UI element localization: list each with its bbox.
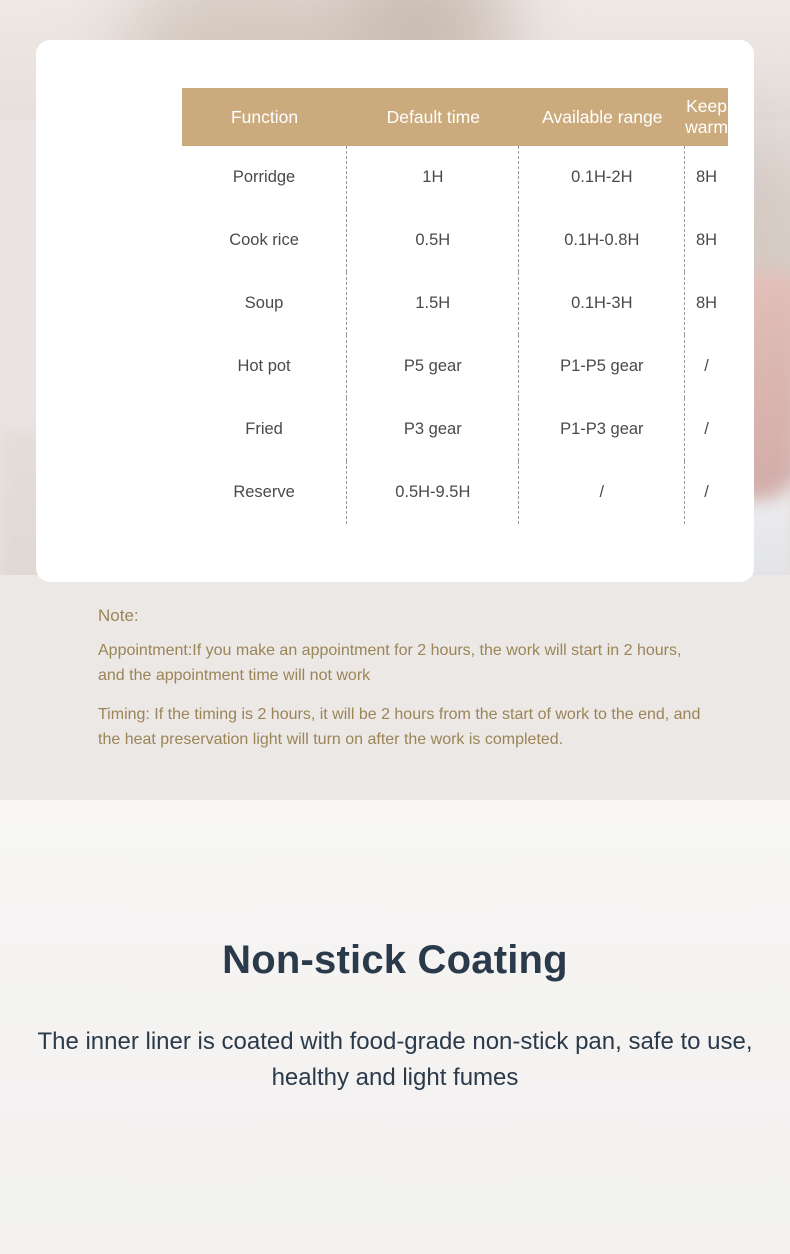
cell-available-range: 0.1H-2H bbox=[519, 146, 685, 209]
cell-available-range: P1-P5 gear bbox=[519, 335, 685, 398]
table-row bbox=[36, 146, 754, 209]
table-spacer bbox=[728, 209, 754, 272]
cell-function: Fried bbox=[182, 398, 347, 461]
non-stick-coating-section bbox=[0, 800, 790, 1254]
cell-default-time: P5 gear bbox=[347, 335, 519, 398]
section-headline: Non-stick Coating bbox=[222, 938, 568, 982]
note-paragraph-appointment: Appointment:If you make an appointment for 2 hours, the work will start in 2 hours, and the appointment time will not work bbox=[98, 642, 682, 684]
cell-function: Cook rice bbox=[182, 209, 347, 272]
cell-keep-warm: 8H bbox=[695, 168, 718, 186]
table-spacer bbox=[36, 209, 182, 272]
table-row bbox=[36, 398, 754, 461]
column-header-function: Function bbox=[182, 88, 347, 146]
note-title: Note: bbox=[98, 606, 139, 625]
column-header-default-time: Default time bbox=[347, 88, 519, 146]
table-spacer bbox=[36, 461, 182, 524]
cell-available-range: P1-P3 gear bbox=[519, 398, 685, 461]
table-body bbox=[36, 146, 754, 524]
spec-table-card bbox=[36, 40, 754, 582]
table-spacer bbox=[728, 146, 754, 209]
table-row bbox=[36, 209, 754, 272]
cell-default-time: 1H bbox=[347, 146, 519, 209]
table-header bbox=[36, 88, 754, 146]
section-subheadline: The inner liner is coated with food-grade non-stick pan, safe to use, healthy and light fumes bbox=[37, 1028, 753, 1091]
cell-default-time: P3 gear bbox=[347, 398, 519, 461]
cell-default-time: 1.5H bbox=[347, 272, 519, 335]
cell-function: Porridge bbox=[182, 146, 347, 209]
note-paragraph-timing: Timing: If the timing is 2 hours, it will be 2 hours from the start of work to the end, and the heat preservation light will turn on after the work is completed. bbox=[98, 706, 701, 748]
table-spacer bbox=[728, 88, 754, 146]
cell-function: Soup bbox=[182, 272, 347, 335]
spec-table bbox=[36, 88, 754, 524]
cell-available-range: 0.1H-0.8H bbox=[519, 209, 685, 272]
cell-available-range: / bbox=[519, 461, 685, 524]
cell-default-time: 0.5H bbox=[347, 209, 519, 272]
column-header-keep-warm: Keep warm bbox=[685, 88, 728, 146]
cell-default-time: 0.5H-9.5H bbox=[347, 461, 519, 524]
table-spacer bbox=[36, 146, 182, 209]
cell-keep-warm: / bbox=[704, 357, 709, 375]
cell-function: Reserve bbox=[182, 461, 347, 524]
table-spacer bbox=[728, 461, 754, 524]
note-block bbox=[98, 606, 718, 766]
table-spacer bbox=[728, 272, 754, 335]
table-spacer bbox=[728, 398, 754, 461]
table-spacer bbox=[36, 398, 182, 461]
table-row bbox=[36, 272, 754, 335]
cell-keep-warm: 8H bbox=[695, 231, 718, 249]
cell-keep-warm: 8H bbox=[695, 294, 718, 312]
table-spacer bbox=[36, 335, 182, 398]
table-row bbox=[36, 461, 754, 524]
table-spacer bbox=[36, 88, 182, 146]
table-spacer bbox=[36, 272, 182, 335]
cell-keep-warm: / bbox=[704, 483, 709, 501]
cell-available-range: 0.1H-3H bbox=[519, 272, 685, 335]
cell-function: Hot pot bbox=[182, 335, 347, 398]
table-spacer bbox=[728, 335, 754, 398]
cell-keep-warm: / bbox=[704, 420, 709, 438]
table-header-row bbox=[36, 88, 754, 146]
column-header-available-range: Available range bbox=[519, 88, 685, 146]
table-row bbox=[36, 335, 754, 398]
